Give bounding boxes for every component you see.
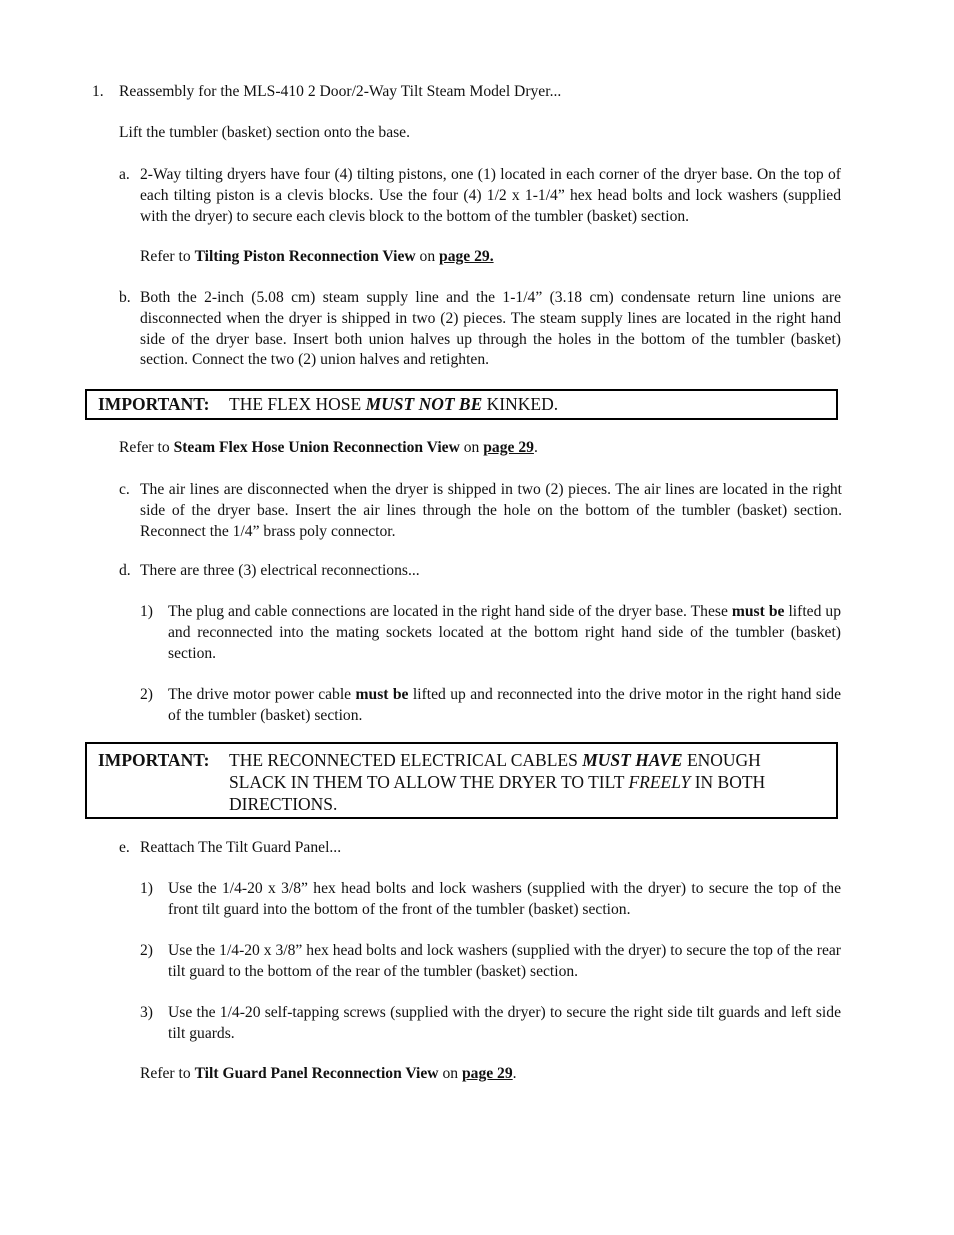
step-d2-bold: must be xyxy=(355,686,409,703)
step-d1-bold: must be xyxy=(731,603,785,620)
step-e2-number: 2) xyxy=(140,942,153,959)
important-label: IMPORTANT: xyxy=(98,750,210,770)
ref-prefix: Refer to xyxy=(119,439,174,456)
ref-mid: on xyxy=(415,248,440,265)
important-text-mid: ENOUGH SLACK IN THEM TO ALLOW THE DRYER TO TILT xyxy=(229,750,761,792)
ref-prefix: Refer to xyxy=(140,1065,195,1082)
page-link[interactable]: page 29 xyxy=(461,1065,513,1082)
important-box-electrical-cables xyxy=(85,742,838,819)
important-text-post: KINKED. xyxy=(482,394,559,414)
step-a-reference xyxy=(140,247,494,268)
ref-title: Tilt Guard Panel Reconnection View xyxy=(194,1065,439,1082)
section-number: 1. xyxy=(92,83,104,100)
step-e3-text: Use the 1/4-20 self-tapping screws (supplied with the dryer) to secure the right side tilt guards and left side tilt guards. xyxy=(168,1004,841,1042)
step-d1-text xyxy=(168,602,841,664)
page-link[interactable]: page 29 xyxy=(483,439,534,456)
important-text-pre: THE FLEX HOSE xyxy=(229,394,366,414)
important-box-flex-hose xyxy=(85,389,838,420)
step-a-label: a. xyxy=(119,166,130,183)
step-e2-text: Use the 1/4-20 x 3/8” hex head bolts and lock washers (supplied with the dryer) to secure the top of the rear tilt guard to the bottom of the rear of the tumbler (basket) section. xyxy=(168,942,841,980)
step-c-text: The air lines are disconnected when the dryer is shipped in two (2) pieces. The air lines are located in the right side of the dryer base. Insert the air lines through the hole on the bottom of the tumbler (basket) section. Reconnect the 1/4” brass poly connector. xyxy=(140,481,842,540)
step-e3-number: 3) xyxy=(140,1004,153,1021)
step-d1-number: 1) xyxy=(140,603,153,620)
important-text xyxy=(229,393,816,415)
important-emphasis-1: MUST HAVE xyxy=(582,750,683,770)
page-link[interactable]: page 29. xyxy=(439,248,494,265)
step-a-text: 2-Way tilting dryers have four (4) tilting pistons, one (1) located in each corner of the dryer base. On the top of each tilting piston is a clevis blocks. Use the four (4) 1/2 x 1-1/4” hex head bolts and lock washers (supplied with the dryer) to secure each clevis block to the bottom of the tumbler (basket) section. xyxy=(140,166,841,225)
important-emphasis: MUST NOT BE xyxy=(365,394,483,414)
ref-mid: on xyxy=(438,1065,462,1082)
section-title: Reassembly for the MLS-410 2 Door/2-Way Tilt Steam Model Dryer... xyxy=(119,83,562,100)
flex-hose-reference xyxy=(119,438,538,459)
step-e1-number: 1) xyxy=(140,880,153,897)
important-label: IMPORTANT: xyxy=(98,394,210,414)
step-d1-pre: The plug and cable connections are located in the right hand side of the dryer base. These xyxy=(168,603,732,620)
step-c-label: c. xyxy=(119,481,130,498)
important-text-post: IN BOTH DIRECTIONS. xyxy=(229,772,766,814)
step-d-label: d. xyxy=(119,562,131,579)
step-e-label: e. xyxy=(119,839,130,856)
lift-instruction: Lift the tumbler (basket) section onto the base. xyxy=(119,124,410,141)
ref-end: . xyxy=(512,1065,517,1082)
step-d2-post: lifted up and reconnected into the drive motor in the right hand side of the tumbler (basket) section. xyxy=(168,686,842,724)
step-b-text: Both the 2-inch (5.08 cm) steam supply line and the 1-1/4” (3.18 cm) condensate return line unions are disconnected when the dryer is shipped in two (2) pieces. The steam supply lines are located in the right hand side of the dryer base. Insert both union halves up through the holes in the bottom of the tumbler (basket) section. Connect the two (2) union halves and retighten. xyxy=(140,289,841,369)
ref-mid: on xyxy=(459,439,484,456)
ref-title: Tilting Piston Reconnection View xyxy=(194,248,416,265)
step-e-text: Reattach The Tilt Guard Panel... xyxy=(140,839,342,856)
step-e1-text: Use the 1/4-20 x 3/8” hex head bolts and lock washers (supplied with the dryer) to secure the top of the front tilt guard into the bottom of the front of the tumbler (basket) section. xyxy=(168,880,841,918)
step-d1-post: lifted up and reconnected into the mating sockets located at the bottom right hand side of the tumbler (basket) section. xyxy=(168,603,841,662)
ref-title: Steam Flex Hose Union Reconnection View xyxy=(173,439,460,456)
step-d2-number: 2) xyxy=(140,686,153,703)
step-b-label: b. xyxy=(119,289,131,306)
important-text-pre: THE RECONNECTED ELECTRICAL CABLES xyxy=(229,750,583,770)
step-d2-pre: The drive motor power cable xyxy=(168,686,356,703)
important-text xyxy=(229,749,806,815)
ref-prefix: Refer to xyxy=(140,248,195,265)
ref-end: . xyxy=(533,439,538,456)
step-d2-text xyxy=(168,685,841,727)
tilt-guard-reference xyxy=(140,1064,517,1085)
step-d-text: There are three (3) electrical reconnections... xyxy=(140,562,420,579)
important-emphasis-2: FREELY xyxy=(628,772,691,792)
